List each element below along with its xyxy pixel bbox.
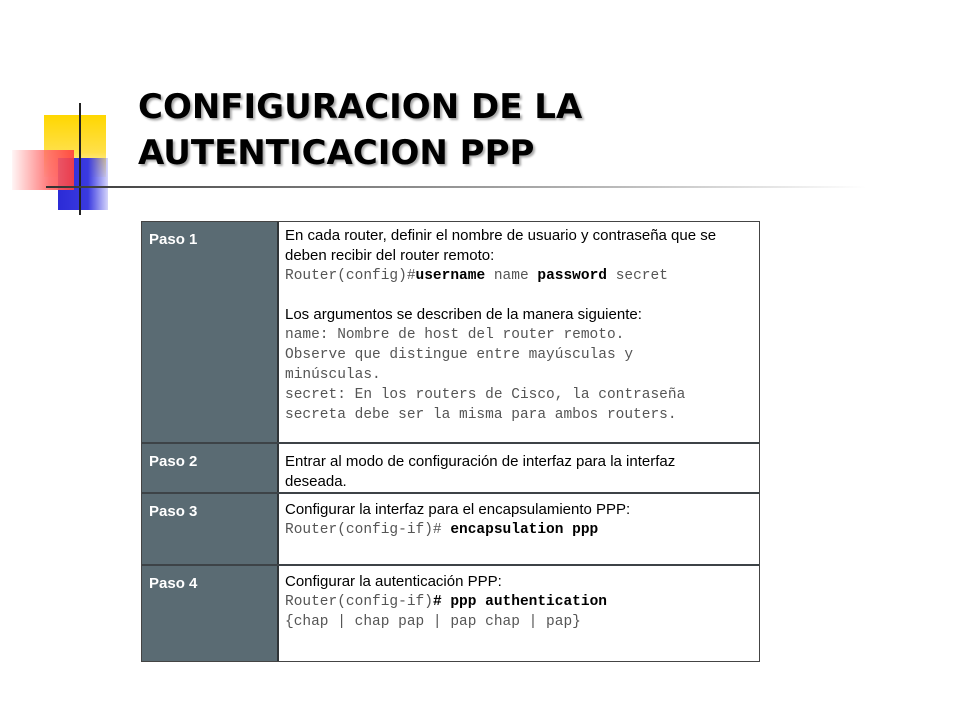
slide-title-line1: CONFIGURACION DE LA (138, 87, 583, 127)
title-underline (46, 186, 866, 188)
command-line (285, 266, 753, 286)
logo-red-square (12, 150, 74, 190)
step-text: Configurar la autenticación PPP: (285, 573, 502, 590)
command-prompt: Router(config-if)# (285, 522, 451, 538)
step-row-4 (142, 566, 759, 661)
step-label: Paso 3 (142, 494, 279, 564)
step-text: deseada. (285, 473, 347, 490)
argument-line: name: Nombre de host del router remoto. (285, 327, 625, 343)
command-line (285, 592, 753, 612)
command-options: {chap | chap pap | pap chap | pap} (285, 614, 581, 630)
command-keyword: # ppp authentication (432, 594, 607, 610)
step-text: En cada router, definir el nombre de usuario y contraseña que se (285, 227, 717, 244)
step-text: Entrar al modo de configuración de interfaz para la interfaz (285, 453, 676, 470)
logo-vertical-line (79, 103, 81, 215)
step-text: deben recibir del router remoto: (285, 247, 495, 264)
argument-line: Observe que distingue entre mayúsculas y (285, 347, 634, 363)
step-row-1 (142, 222, 759, 444)
command-keyword: encapsulation ppp (450, 522, 599, 538)
command-prompt: Router(config-if) (285, 594, 433, 610)
command-line (285, 520, 753, 540)
step-text: Los argumentos se describen de la manera siguiente: (285, 306, 642, 323)
step-row-2 (142, 444, 759, 494)
step-content (279, 444, 759, 492)
step-label: Paso 1 (142, 222, 279, 442)
argument-line: secret: En los routers de Cisco, la contraseña (285, 387, 686, 403)
slide-title-line2: AUTENTICACION PPP (138, 133, 535, 173)
steps-table (141, 221, 760, 662)
step-label: Paso 4 (142, 566, 279, 661)
argument-line: minúsculas. (285, 367, 381, 383)
step-content (279, 494, 759, 564)
slide-title (138, 84, 582, 176)
command-keyword: username (415, 268, 486, 284)
command-keyword: password (537, 268, 607, 284)
argument-line: secreta debe ser la misma para ambos routers. (285, 407, 677, 423)
step-content (279, 566, 759, 661)
step-content (279, 222, 759, 442)
command-prompt: Router(config)# (285, 268, 416, 284)
command-argument: name (485, 268, 538, 284)
step-row-3 (142, 494, 759, 566)
step-label: Paso 2 (142, 444, 279, 492)
step-text: Configurar la interfaz para el encapsulamiento PPP: (285, 501, 631, 518)
command-argument: secret (607, 268, 668, 284)
